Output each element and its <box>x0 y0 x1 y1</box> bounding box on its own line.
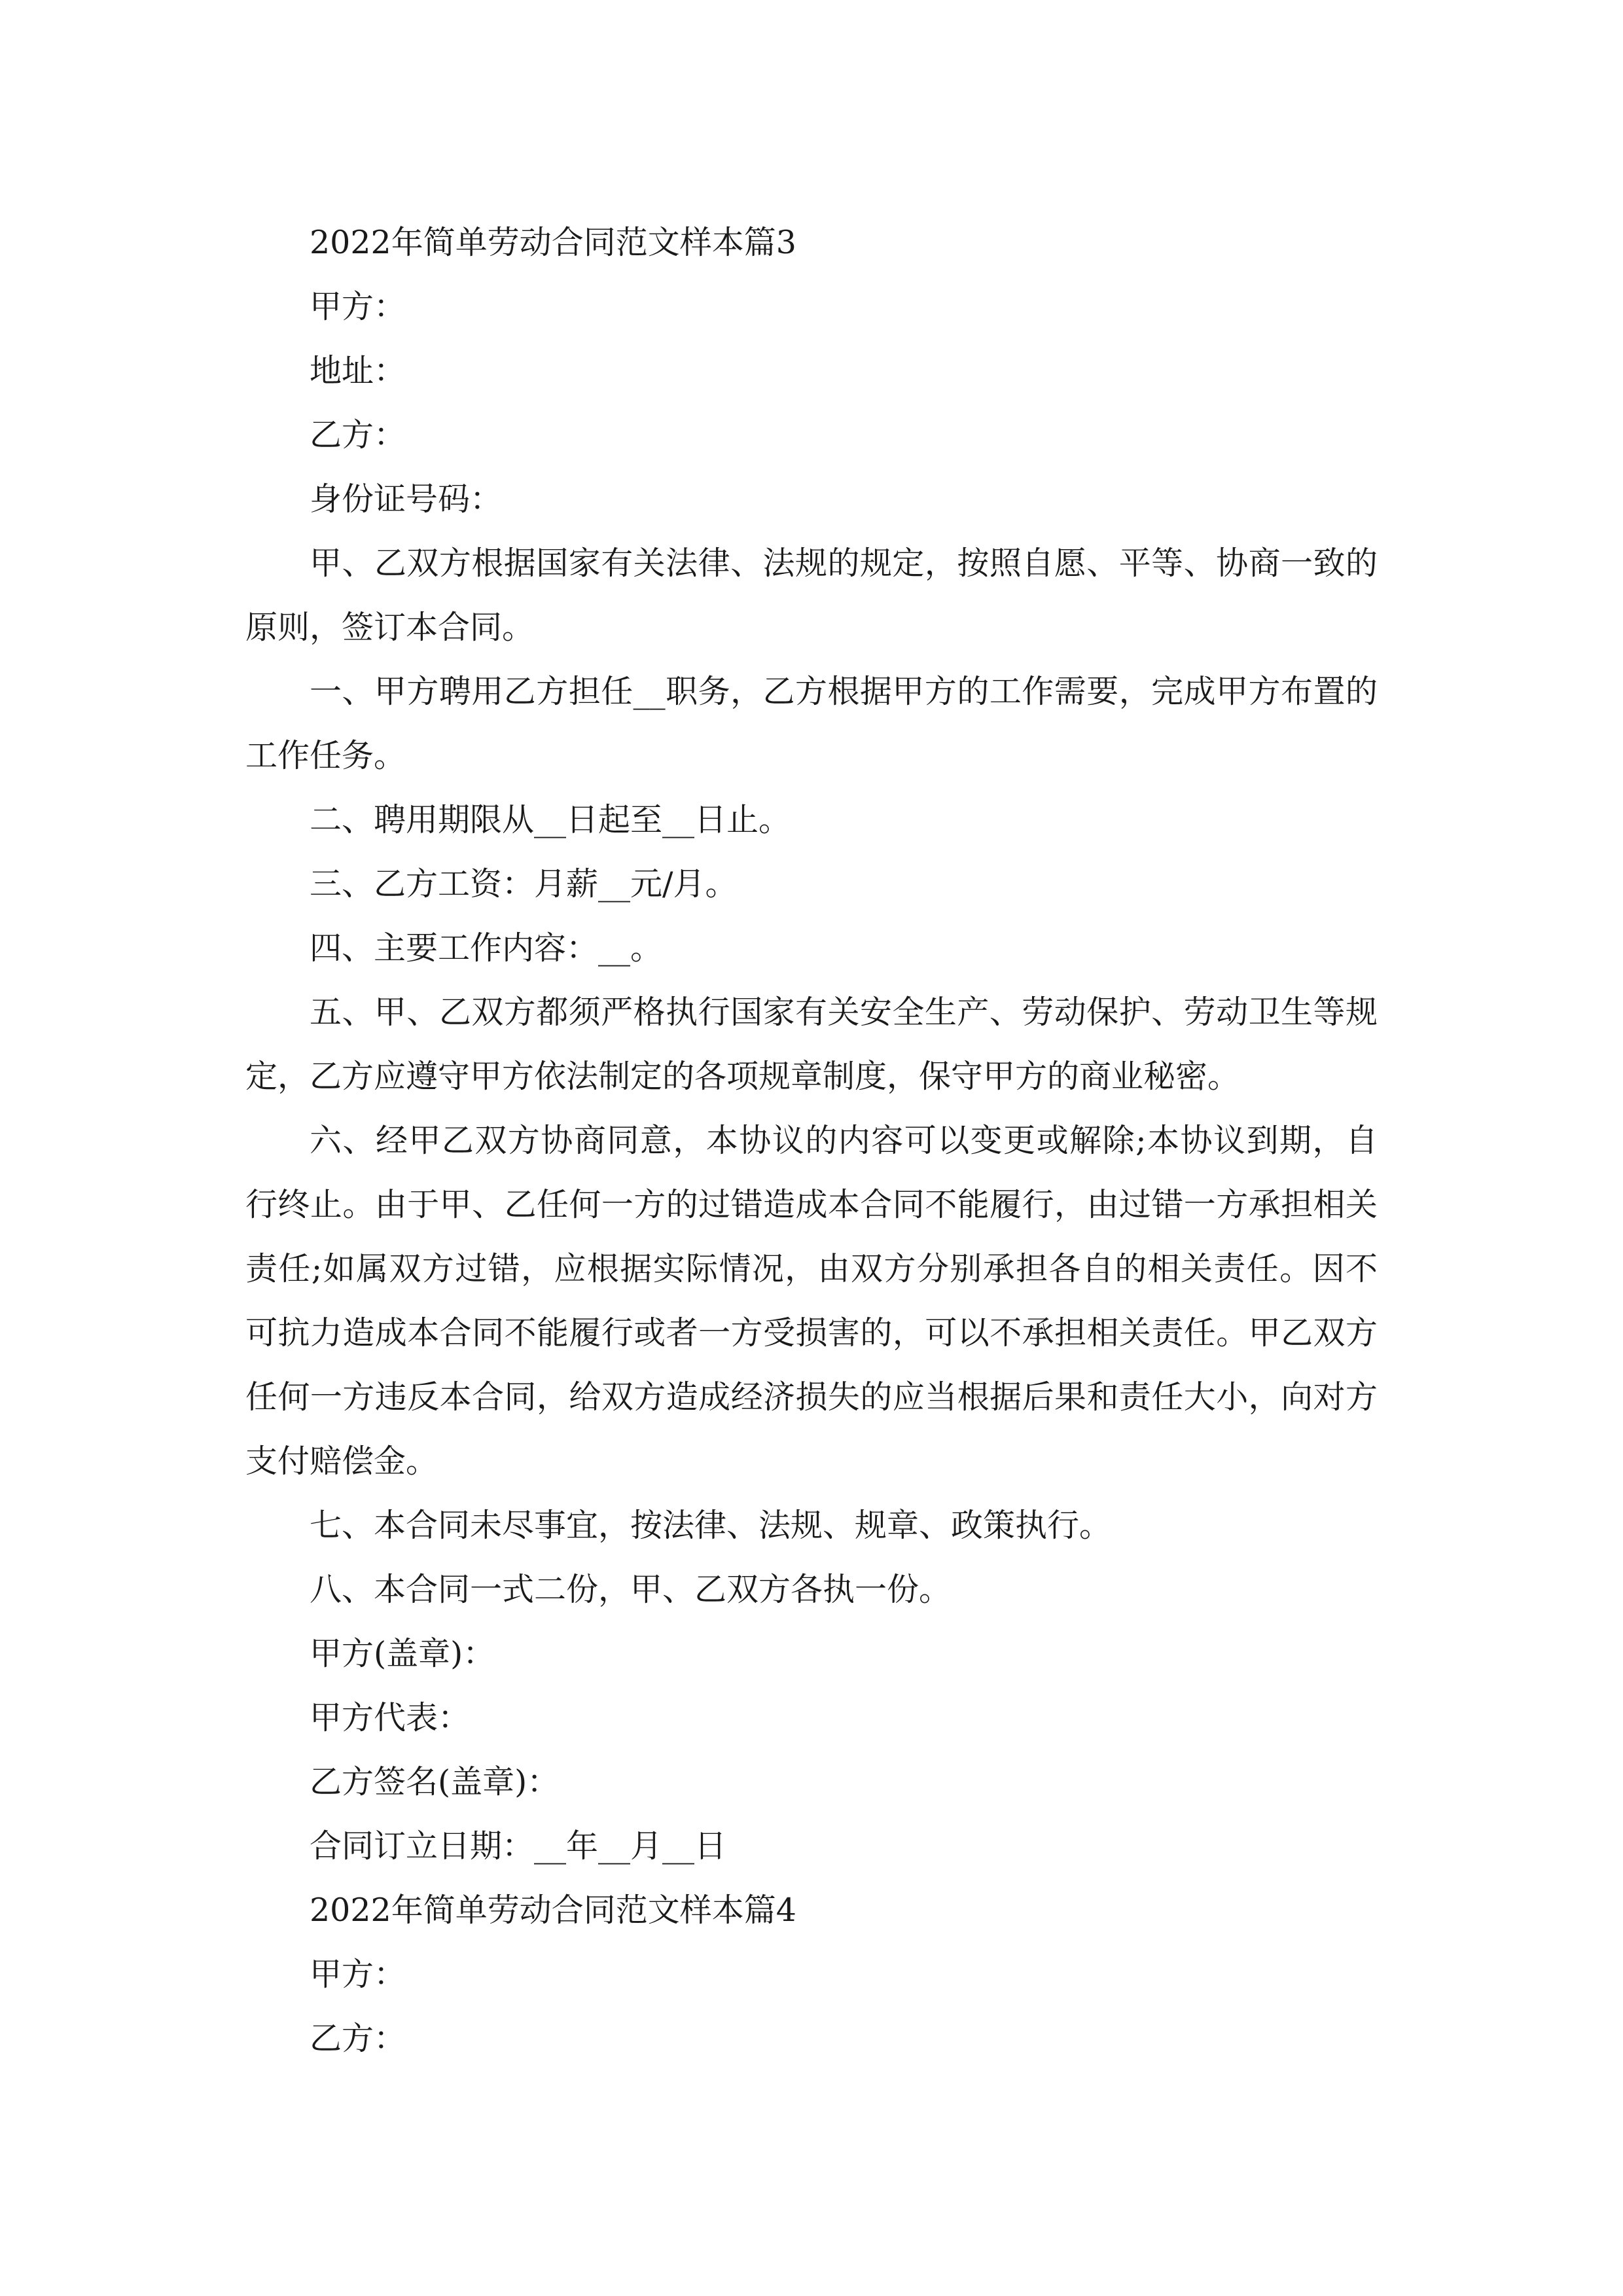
clause-5: 五、甲、乙双方都须严格执行国家有关安全生产、劳动保护、劳动卫生等规定，乙方应遵守甲方依法制定的各项规章制度，保守甲方的商业秘密。 <box>245 994 1378 1095</box>
party-a-label-2: 甲方： <box>310 1956 406 1993</box>
address-label: 地址： <box>310 352 406 389</box>
party-a-representative-label: 甲方代表： <box>310 1699 471 1736</box>
party-a-seal-label: 甲方(盖章)： <box>310 1635 495 1672</box>
intro-paragraph: 甲、乙双方根据国家有关法律、法规的规定，按照自愿、平等、协商一致的原则，签订本合同。 <box>245 545 1378 646</box>
id-number-label: 身份证号码： <box>310 480 503 518</box>
clause-1: 一、甲方聘用乙方担任__职务，乙方根据甲方的工作需要，完成甲方布置的工作任务。 <box>245 673 1378 774</box>
clause-2: 二、聘用期限从__日起至__日止。 <box>310 801 791 838</box>
party-a-label: 甲方： <box>310 288 406 325</box>
clause-8: 八、本合同一式二份，甲、乙双方各执一份。 <box>310 1571 952 1608</box>
section-heading-3: 2022年简单劳动合同范文样本篇3 <box>310 224 796 261</box>
party-b-label-2: 乙方： <box>310 2020 406 2057</box>
clause-4: 四、主要工作内容：__。 <box>310 929 663 967</box>
clause-3: 三、乙方工资：月薪__元/月。 <box>310 865 738 903</box>
contract-date-line: 合同订立日期：__年__月__日 <box>310 1827 727 1865</box>
document-page <box>245 211 1378 2071</box>
clause-6: 六、经甲乙双方协商同意，本协议的内容可以变更或解除;本协议到期，自行终止。由于甲、乙任何一方的过错造成本合同不能履行，由过错一方承担相关责任;如属双方过错，应根据实际情况，由双方分别承担各自的相关责任。因不可抗力造成本合同不能履行或者一方受损害的，可以不承担相关责任。甲乙双方任何一方违反本合同，给双方造成经济损失的应当根据后果和责任大小，向对方支付赔偿金。 <box>245 1122 1378 1480</box>
section-heading-4: 2022年简单劳动合同范文样本篇4 <box>310 1892 796 1929</box>
party-b-signature-label: 乙方签名(盖章)： <box>310 1763 560 1801</box>
clause-7: 七、本合同未尽事宜，按法律、法规、规章、政策执行。 <box>310 1507 1112 1544</box>
party-b-label: 乙方： <box>310 416 406 454</box>
